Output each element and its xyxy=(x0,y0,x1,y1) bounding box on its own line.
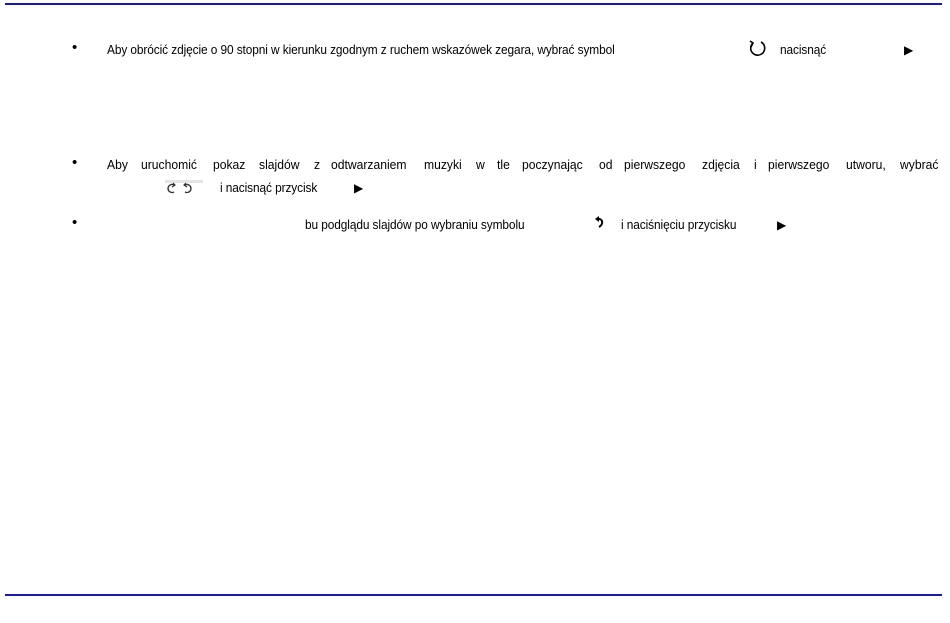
item-1-after: nacisnąć xyxy=(780,42,827,57)
item-1-text: Aby obrócić zdjęcie o 90 stopni w kierunku zgodnym z ruchem wskazówek zegara, wybrać symbol xyxy=(107,42,615,57)
item-2-word: uruchomić xyxy=(140,157,197,172)
item-2-word: poczynając xyxy=(521,157,583,172)
item-2-line-2: i nacisnąć przycisk xyxy=(220,180,318,195)
item-2-play-icon: ▶ xyxy=(354,181,364,195)
item-3-text: bu podglądu slajdów po wybraniu symbolu xyxy=(305,217,525,232)
item-2-word: slajdów xyxy=(258,157,300,172)
item-3-play-icon: ▶ xyxy=(777,218,787,232)
item-2-word: pierwszego xyxy=(624,157,686,172)
top-rule xyxy=(5,3,942,5)
item-2-word: utworu, xyxy=(845,157,886,172)
bullet-1: • xyxy=(72,39,78,56)
item-2-word: wybrać xyxy=(900,157,939,172)
item-2-word: i xyxy=(754,157,757,172)
item-2-word: z xyxy=(313,157,320,172)
item-2-word: Aby xyxy=(107,157,128,172)
bullet-2: • xyxy=(72,154,78,171)
item-2-word: muzyki xyxy=(424,157,463,172)
slideshow-music-icon xyxy=(165,180,203,194)
bullet-3: • xyxy=(72,214,78,231)
item-3-after: i naciśnięciu przycisku xyxy=(621,217,737,232)
item-2-word: pierwszego xyxy=(768,157,830,172)
item-2-word: od xyxy=(598,157,613,172)
item-2-word: pokaz xyxy=(212,157,245,172)
item-2-word: tle xyxy=(496,157,510,172)
item-2-word: w xyxy=(476,157,486,172)
rotate-clockwise-icon xyxy=(747,38,769,58)
return-arrow-icon xyxy=(593,215,607,231)
item-2-word: odtwarzaniem xyxy=(331,157,407,172)
bottom-rule xyxy=(5,594,942,596)
item-1-play-icon: ▶ xyxy=(904,43,914,57)
item-2-word: zdjęcia xyxy=(702,157,740,172)
item-2-line-1 xyxy=(107,157,942,173)
